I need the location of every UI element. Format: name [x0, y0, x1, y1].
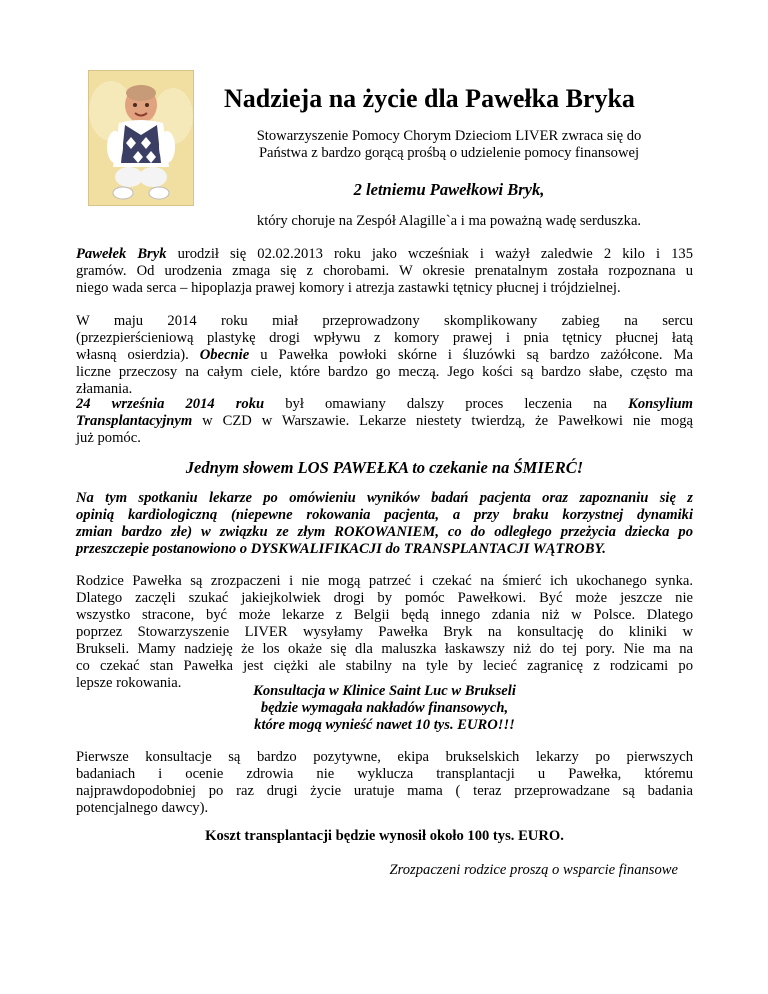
text-line: Na tym spotkaniu lekarze po omówieniu wyników badań pacjenta oraz zapoznaniu się z [76, 490, 693, 506]
intro-line: Stowarzyszenie Pomocy Chorym Dzieciom LIVER zwraca się do [256, 128, 642, 144]
text-line: Dlatego zaczęli szukać jakiejkolwiek drogi by pomóc Pawełkowi. Być może jeszcze nie [76, 590, 693, 606]
text-line: liczne przeczosy na całym ciele, które bardzo go meczą. Jego kości są bardzo słabe, często ma [76, 364, 693, 380]
text-line: zmian bardzo złe) w związku ze złym ROKOWANIEM, co do odległego przeżycia dziecka po [76, 524, 693, 540]
child-name: Pawełek Bryk [76, 246, 167, 262]
text-line: badaniach i ocenie zdrowia nie wyklucza transplantacji u Pawełka, któremu [76, 766, 693, 782]
emphasis-date: 24 września 2014 roku [76, 396, 265, 412]
paragraph-council [76, 396, 693, 447]
intro-line: Państwa z bardzo gorącą prośbą o udzielenie pomocy finansowej [258, 145, 640, 161]
child-photo-image [89, 71, 193, 205]
emphasis: Obecnie [199, 347, 250, 363]
callout-line: będzie wymagała nakładów finansowych, [260, 700, 509, 716]
text-line: poprzez Stowarzyszenie LIVER wysyłamy Pawełka Bryk na konsultację do kliniki w [76, 624, 693, 640]
child-photo [88, 70, 194, 206]
emphasis: Transplantacyjnym [76, 413, 193, 429]
text-span: był omawiany dalszy proces leczenia na [264, 396, 629, 412]
intro-text [224, 128, 674, 162]
text-line: złamania. [76, 381, 133, 397]
text-span: urodził się 02.02.2013 roku jako wcześniak i ważył zaledwie 2 kilo i 135 [166, 246, 693, 262]
text-span: w CZD w Warszawie. Lekarze niestety twierdzą, że Pawełkowi nie mogą [192, 413, 693, 429]
section-heading: Jednym słowem LOS PAWEŁKA to czekanie na ŚMIERĆ! [185, 458, 584, 477]
text-line [76, 413, 693, 430]
text-line: przeszczepie postanowiono o DYSKWALIFIKACJI do TRANSPLANTACJI WĄTROBY. [76, 541, 606, 557]
text-line: najprawdopodobniej po raz drugi życie uratuje mama ( teraz przeprowadzane są badania [76, 783, 693, 799]
text-line: Brukseli. Mamy nadzieję że los okaże się dla maluszka łaskawszy niż do tej pory. Nie ma na [76, 641, 693, 657]
paragraph-birth [76, 246, 693, 297]
page-title: Nadzieja na życie dla Pawełka Bryka [224, 84, 635, 113]
text-line: gramów. Od urodzenia zmaga się z chorobami. W okresie prenatalnym została rozpoznana u [76, 263, 693, 279]
callout-line: które mogą wynieść nawet 10 tys. EURO!!! [254, 717, 515, 733]
callout-line: Konsultacja w Klinice Saint Luc w Brukseli [253, 683, 516, 699]
text-line: lepsze rokowania. [76, 675, 182, 691]
diagnosis-line: który choruje na Zespół Alagille`a i ma poważną wadę serduszka. [256, 213, 642, 229]
text-line: wszystko stracone, być może lekarze z Belgii będą innego zdania niż w Polsce. Dlatego [76, 607, 693, 623]
paragraph-disqualification [76, 490, 693, 558]
text-span: własną osierdzia). [76, 347, 200, 363]
text-line [76, 347, 693, 364]
text-line [76, 396, 693, 413]
text-line: W maju 2014 roku miał przeprowadzony skomplikowany zabieg na sercu [76, 313, 693, 329]
consultation-callout [76, 683, 693, 734]
paragraph-consultations [76, 749, 693, 817]
emphasis: Konsylium [628, 396, 693, 412]
paragraph-parents [76, 573, 693, 692]
text-line: niego wada serca – hipoplazja prawej komory i atrezja zastawki tętnicy płucnej i trójdzielnej. [76, 280, 621, 296]
text-line: (przezpierścieniową plastykę drogi wpływu z komory prawej i pnia tętnicy płucnej łatą [76, 330, 693, 346]
text-line: opinią kardiologiczną (niepewne rokowania pacjenta, a przy braku korzystnej dynamiki [76, 507, 693, 523]
text-line: już pomóc. [76, 430, 141, 446]
text-line: Rodzice Pawełka są zrozpaczeni i nie mogą patrzeć i czekać na śmierć ich ukochanego synka. [76, 573, 693, 589]
text-span: u Pawełka powłoki skórne i śluzówki są bardzo zażółcone. Ma [249, 347, 693, 363]
text-line: potencjalnego dawcy). [76, 800, 209, 816]
text-line: Pierwsze konsultacje są bardzo pozytywne, ekipa brukselskich lekarzy po pierwszych [76, 749, 693, 765]
transplant-cost: Koszt transplantacji będzie wynosił około 100 tys. EURO. [205, 828, 564, 844]
paragraph-surgery [76, 313, 693, 398]
text-line [76, 246, 693, 263]
text-line: co czekać stan Pawełka jest ciężki ale stabilny na tyle by lecieć zagranicę z rodzicami po [76, 658, 693, 674]
subheading: 2 letniemu Pawełkowi Bryk, [353, 180, 545, 199]
closing-line: Zrozpaczeni rodzice proszą o wsparcie finansowe [389, 862, 678, 878]
